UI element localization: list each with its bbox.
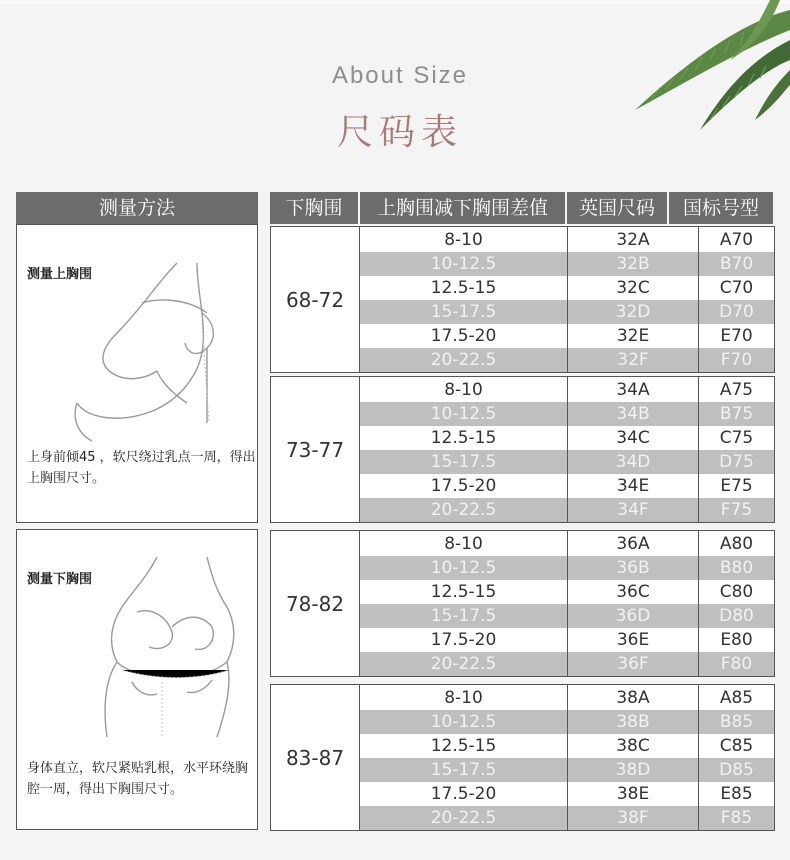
size-group [270,530,775,677]
uk-size-cell: 32A [616,230,650,250]
bust-difference-cell: 20-22.5 [430,808,497,828]
uk-size-cell: 34D [615,452,651,472]
column-divider [567,531,568,676]
underbust-range: 78-82 [271,531,360,676]
bust-difference-cell: 20-22.5 [430,654,497,674]
cn-size-cell: C70 [719,278,754,298]
uk-size-cell: 32D [615,302,651,322]
cn-size-cell: D75 [719,452,754,472]
bust-difference-cell: 15-17.5 [430,606,497,626]
bust-difference-cell: 17.5-20 [430,630,497,650]
uk-size-cell: 34C [616,428,650,448]
uk-size-cell: 32E [616,326,650,346]
bust-difference-cell: 17.5-20 [430,476,497,496]
uk-size-cell: 36F [617,654,649,674]
uk-size-cell: 32C [616,278,650,298]
uk-size-cell: 36A [616,534,650,554]
cn-size-cell: D80 [719,606,754,626]
col-header-cn: 国标号型 [669,192,773,224]
cn-size-cell: E80 [720,630,753,650]
underbust-range: 68-72 [271,227,360,372]
under-bust-panel [16,529,258,830]
cn-size-cell: D85 [719,760,754,780]
bust-difference-cell: 17.5-20 [430,326,497,346]
bust-difference-cell: 15-17.5 [430,452,497,472]
uk-size-cell: 34B [616,404,650,424]
column-divider [567,685,568,830]
col-header-band: 下胸围 [270,192,358,224]
column-divider [567,377,568,522]
cn-size-cell: E70 [720,326,753,346]
bust-difference-cell: 8-10 [444,688,483,708]
bust-difference-cell: 15-17.5 [430,760,497,780]
uk-size-cell: 38B [616,712,650,732]
uk-size-cell: 38F [617,808,649,828]
bust-difference-cell: 12.5-15 [430,428,497,448]
uk-size-cell: 38E [616,784,650,804]
cn-size-cell: F80 [720,654,753,674]
upper-bust-figure-icon [47,253,247,443]
page-title: 尺码表 [336,112,463,153]
cn-size-cell: F85 [720,808,753,828]
upper-bust-desc: 上身前倾45 ，软尺绕过乳点一周，得出上胸围尺寸。 [27,450,256,486]
col-header-diff: 上胸围减下胸围差值 [360,192,565,224]
cn-size-cell: B70 [719,254,754,274]
size-group [270,684,775,831]
column-divider [698,531,699,676]
uk-size-cell: 34E [616,476,650,496]
uk-size-cell: 38A [616,688,650,708]
underbust-range: 73-77 [271,377,360,522]
bust-difference-cell: 12.5-15 [430,736,497,756]
upper-bust-panel [16,224,258,523]
size-group [270,376,775,523]
size-group [270,226,775,373]
uk-size-cell: 38D [615,760,651,780]
bust-difference-cell: 17.5-20 [430,784,497,804]
uk-size-cell: 32B [616,254,650,274]
bust-difference-cell: 8-10 [444,534,483,554]
uk-size-cell: 32F [617,350,649,370]
cn-size-cell: D70 [719,302,754,322]
cn-size-cell: E85 [720,784,753,804]
column-divider [698,685,699,830]
under-bust-figure-icon [77,552,247,742]
bust-difference-cell: 10-12.5 [430,558,497,578]
bust-difference-cell: 20-22.5 [430,500,497,520]
column-divider [698,227,699,372]
bust-difference-cell: 20-22.5 [430,350,497,370]
uk-size-cell: 34F [617,500,649,520]
underbust-range: 83-87 [271,685,360,830]
uk-size-cell: 36B [616,558,650,578]
cn-size-cell: C75 [719,428,754,448]
uk-size-cell: 36E [616,630,650,650]
upper-bust-title: 测量上胸围 [27,267,93,282]
cn-size-cell: B75 [719,404,754,424]
bust-difference-cell: 8-10 [444,380,483,400]
subtitle: About Size [331,62,469,89]
bust-difference-cell: 10-12.5 [430,254,497,274]
bust-difference-cell: 12.5-15 [430,582,497,602]
cn-size-cell: A70 [719,230,754,250]
cn-size-cell: F75 [720,500,753,520]
cn-size-cell: B85 [719,712,754,732]
under-bust-title: 测量下胸围 [27,572,93,587]
column-divider [567,227,568,372]
method-header: 测量方法 [16,192,258,224]
cn-size-cell: A80 [719,534,754,554]
cn-size-cell: C80 [719,582,754,602]
column-divider [698,377,699,522]
cn-size-cell: B80 [719,558,754,578]
cn-size-cell: A75 [719,380,754,400]
bust-difference-cell: 10-12.5 [430,404,497,424]
cn-size-cell: F70 [720,350,753,370]
col-header-uk: 英国尺码 [567,192,667,224]
cn-size-cell: E75 [720,476,753,496]
uk-size-cell: 36C [616,582,650,602]
bust-difference-cell: 12.5-15 [430,278,497,298]
cn-size-cell: A85 [719,688,754,708]
uk-size-cell: 38C [616,736,650,756]
cn-size-cell: C85 [719,736,754,756]
uk-size-cell: 34A [616,380,650,400]
bust-difference-cell: 15-17.5 [430,302,497,322]
uk-size-cell: 36D [615,606,651,626]
bust-difference-cell: 10-12.5 [430,712,497,732]
under-bust-desc: 身体直立，软尺紧贴乳根，水平环绕胸腔一周，得出下胸围尺寸。 [27,761,249,797]
bust-difference-cell: 8-10 [444,230,483,250]
